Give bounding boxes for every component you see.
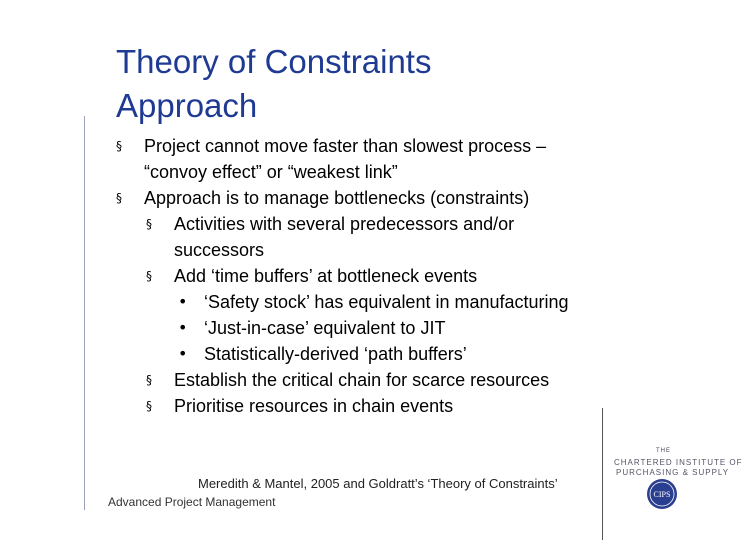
bullet-text: ‘Just-in-case’ equivalent to JIT xyxy=(204,318,446,338)
left-divider xyxy=(84,116,85,510)
logo-line-2: CHARTERED INSTITUTE OF xyxy=(614,458,743,467)
title-line-1: Theory of Constraints xyxy=(116,43,432,80)
sub-bullet-item xyxy=(146,263,606,289)
bullet-list xyxy=(116,133,606,419)
sub-bullet-item xyxy=(146,393,606,419)
bullet-marker: • xyxy=(178,344,188,363)
logo-monogram: CIPS xyxy=(653,490,671,499)
bullet-marker: § xyxy=(146,217,152,231)
bullet-item xyxy=(116,185,606,211)
slide-title xyxy=(116,40,596,128)
bullet-marker: § xyxy=(116,139,122,153)
bullet-item xyxy=(116,133,606,185)
right-divider xyxy=(602,408,603,540)
logo-line-3: PURCHASING & SUPPLY xyxy=(616,468,730,477)
citation: Meredith & Mantel, 2005 and Goldratt’s ‘Theory of Constraints’ xyxy=(198,476,558,491)
bullet-text: Activities with several predecessors and/or successors xyxy=(174,214,515,260)
bullet-text: Establish the critical chain for scarce resources xyxy=(174,370,550,390)
bullet-text: Prioritise resources in chain events xyxy=(174,396,454,416)
footer-text: Advanced Project Management xyxy=(108,495,276,509)
cips-seal-icon xyxy=(646,478,678,510)
cips-logo xyxy=(612,448,743,514)
bullet-marker: § xyxy=(146,269,152,283)
bullet-text: Add ‘time buffers’ at bottleneck events xyxy=(174,266,478,286)
bullet-text: Project cannot move faster than slowest process – “convoy effect” or “weakest link” xyxy=(144,136,547,182)
title-line-2: Approach xyxy=(116,87,258,124)
bullet-marker: § xyxy=(146,399,152,413)
bullet-marker: • xyxy=(178,318,188,337)
bullet-text: Statistically-derived ‘path buffers’ xyxy=(204,344,467,364)
logo-line-1: THE xyxy=(656,448,671,454)
bullet-text: Approach is to manage bottlenecks (constraints) xyxy=(144,188,530,208)
sub-sub-bullet-item xyxy=(178,289,606,315)
sub-sub-bullet-item xyxy=(178,315,606,341)
sub-bullet-item xyxy=(146,367,606,393)
bullet-marker: § xyxy=(116,191,122,205)
bullet-marker: § xyxy=(146,373,152,387)
bullet-text: ‘Safety stock’ has equivalent in manufacturing xyxy=(204,292,569,312)
sub-sub-bullet-item xyxy=(178,341,606,367)
bullet-marker: • xyxy=(178,292,188,311)
sub-bullet-item xyxy=(146,211,606,263)
